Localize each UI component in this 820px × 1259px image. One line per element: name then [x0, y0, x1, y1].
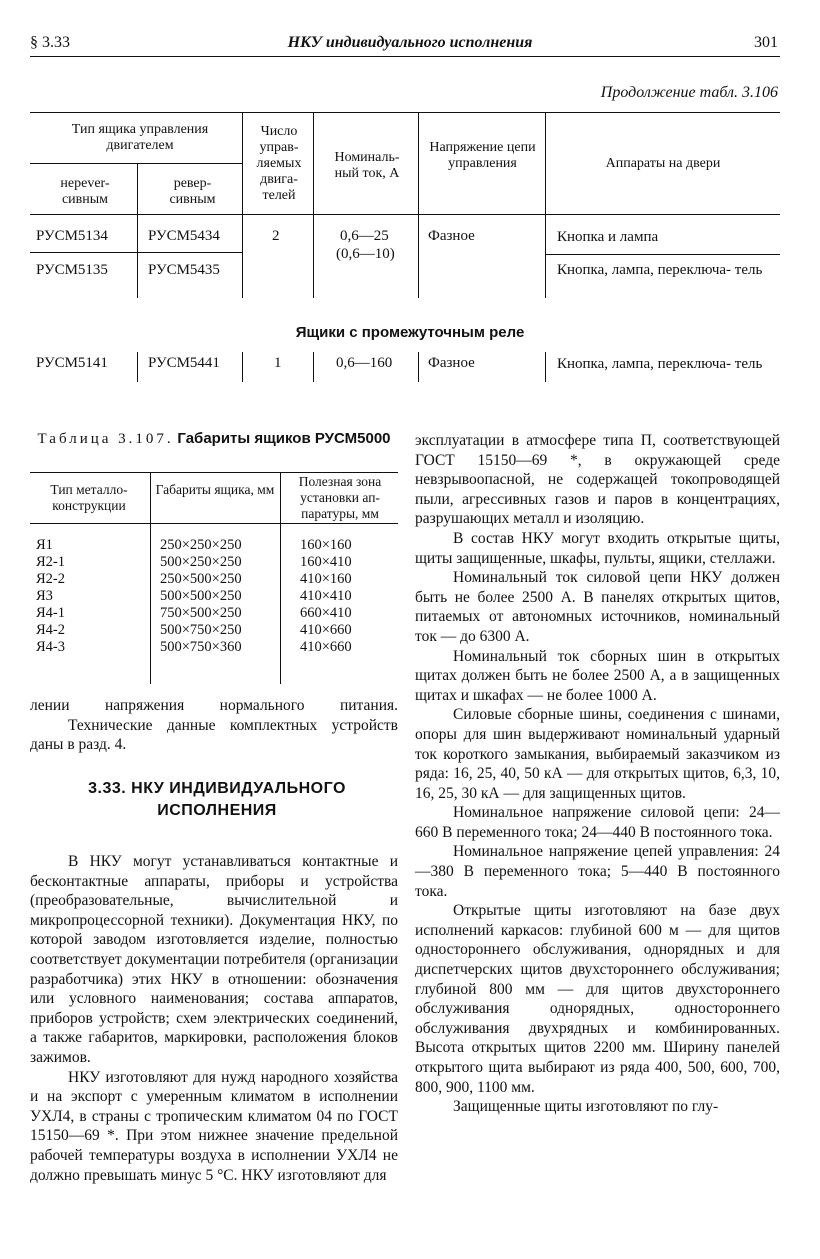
table106-subheader-rule	[30, 163, 242, 164]
cell-current-2: (0,6—10)	[336, 246, 395, 262]
page-number: 301	[754, 34, 778, 51]
left-body	[30, 852, 398, 1185]
relay-subheading: Ящики с промежуточным реле	[295, 324, 525, 341]
t107-cell-dimensions: 500×750×360	[160, 639, 242, 655]
left-p1: Технические данные комплектных устройств даны в разд. 4.	[30, 716, 398, 754]
section-heading: 3.33. НКУ ИНДИВИДУАЛЬНОГО ИСПОЛНЕНИЯ	[88, 780, 346, 819]
relay-voltage: Фазное	[428, 355, 475, 371]
cell-nonrev-1: РУСМ5134	[36, 228, 108, 244]
right-p8: Открытые щиты изготовляют на базе двух исполнений каркасов: глубиной 600 м — для щитов одностороннего обслуживания, однорядных и для диспетчерских щитов двухстороннего обслуживания; глубиной 800 мм — для щитов двухстороннего обслуживания однорядных, одностороннего обслуживания двухрядных и комбинированных. Высота открытых щитов 2200 мм. Ширину панелей открытого щита выбирают из ряда 400, 500, 600, 700, 800, 900, 1100 мм.	[415, 902, 780, 1096]
right-column	[415, 431, 780, 1117]
relay-vline-5	[545, 352, 546, 382]
table106-row-rule-a	[30, 252, 242, 253]
cell-nonrev-2: РУСМ5135	[36, 262, 108, 278]
t107-cell-dimensions: 500×750×250	[160, 622, 242, 638]
table106-vline-4	[418, 112, 419, 298]
t107-cell-type: Я1	[36, 537, 53, 553]
right-p7: Номинальное напряжение цепей управления: 24—380 В переменного тока; 5—440 В постоянного тока.	[415, 843, 780, 900]
table106-vline-2	[242, 112, 243, 298]
t107-cell-type: Я2-2	[36, 571, 65, 587]
left-p0: лении напряжения нормального питания.	[30, 697, 398, 714]
right-p3: Номинальный ток силовой цепи НКУ должен быть не более 2500 А. В панелях открытых щитов, питаемых от автономных источников, номинальный ток — до 6300 А.	[415, 569, 780, 645]
relay-rev: РУСМ5441	[148, 355, 220, 371]
relay-vline-1	[137, 352, 138, 382]
th-door-devices: Аппараты на двери	[605, 156, 721, 171]
right-p6: Номинальное напряжение силовой цепи: 24—660 В переменного тока; 24—440 В постоянного тока.	[415, 804, 780, 841]
section-number: § 3.33	[30, 34, 70, 51]
relay-door: Кнопка, лампа, переключа- тель	[557, 356, 763, 372]
t107-cell-type: Я4-2	[36, 622, 65, 638]
cell-current-1: 0,6—25	[340, 228, 389, 244]
th-rated-current: Номиналь- ный ток, А	[334, 150, 400, 181]
relay-count: 1	[274, 355, 282, 371]
table106-header-rule	[30, 214, 780, 215]
table106-vline-5	[545, 112, 546, 298]
relay-nonrev: РУСМ5141	[36, 355, 108, 371]
right-p1: эксплуатации в атмосфере типа П, соответствующей ГОСТ 15150—69 *, в окружающей среде невзрывоопасной, не содержащей токопроводящей пыли, агрессивных газов и паров в концентрациях, разрушающих металл и изоляцию.	[415, 432, 780, 528]
left-p2: В НКУ могут устанавливаться контактные и бесконтактные аппараты, приборы и устройства (преобразовательные, вычислительной и микропроцессорной техники). Документация НКУ, по которой заводом изготовляется изделие, полностью соответствует документации потребителя (организации разработчика) этих НКУ в отношении: обозначения или условного наименования; состава аппаратов, приборов устройств; схем электрических соединений, а также габаритов, маркировки, расположения блоков зажимов.	[30, 853, 398, 1066]
cell-count-1: 2	[272, 228, 280, 244]
t107-cell-dimensions: 250×250×250	[160, 537, 242, 553]
t107-cell-type: Я3	[36, 588, 53, 604]
t107-cell-type: Я2-1	[36, 554, 65, 570]
t107-cell-useful-zone: 410×160	[300, 571, 352, 587]
cell-voltage-1: Фазное	[428, 228, 475, 244]
relay-vline-4	[418, 352, 419, 382]
table107-title: Габариты ящиков РУСМ5000	[177, 430, 391, 447]
t107-cell-useful-zone: 410×410	[300, 588, 352, 604]
table106-caption: Продолжение табл. 3.106	[600, 84, 778, 101]
table107-label: Таблица 3.107.	[37, 431, 174, 447]
t107-cell-dimensions: 250×500×250	[160, 571, 242, 587]
table107-vline-1	[150, 472, 151, 684]
t107-cell-dimensions: 500×250×250	[160, 554, 242, 570]
t107-cell-useful-zone: 410×660	[300, 639, 352, 655]
cell-door-2: Кнопка, лампа, переключа- тель	[557, 262, 763, 278]
cell-door-1: Кнопка и лампа	[557, 229, 659, 245]
t107-th-type: Тип металло- конструкции	[50, 482, 128, 513]
right-p5: Силовые сборные шины, соединения с шинами, опоры для шин выдерживают номинальный ударный ток короткого замыкания, выбираемый заказчиком из ряда: 16, 25, 40, 50 кА — для открытых щитов, 6,3, 10, 16, 25, 30 кА — для защищенных щитов.	[415, 706, 780, 802]
right-p2: В состав НКУ могут входить открытые щиты, щиты защищенные, шкафы, пульты, ящики, стеллажи.	[415, 529, 780, 567]
th-nonreversible: нерever- сивным	[60, 176, 110, 207]
table107-caption	[30, 430, 398, 448]
table107-header-rule	[30, 523, 398, 524]
t107-cell-type: Я4-3	[36, 639, 65, 655]
table106-vline-1	[137, 163, 138, 298]
t107-cell-dimensions: 500×500×250	[160, 588, 242, 604]
t107-cell-type: Я4-1	[36, 605, 65, 621]
t107-th-useful-zone: Полезная зона установки ап- паратуры, мм	[298, 474, 382, 521]
t107-cell-useful-zone: 160×410	[300, 554, 352, 570]
th-box-type: Тип ящика управления двигателем	[71, 122, 209, 153]
relay-vline-3	[313, 352, 314, 382]
right-p9: Защищенные щиты изготовляют по глу-	[453, 1098, 719, 1116]
left-column	[30, 696, 398, 755]
table107-vline-2	[280, 472, 281, 684]
table106-vline-3	[313, 112, 314, 298]
t107-cell-useful-zone: 160×160	[300, 537, 352, 553]
th-motor-count: Число управ- ляемых двига- телей	[256, 124, 302, 203]
cell-rev-1: РУСМ5434	[148, 228, 220, 244]
left-p3: НКУ изготовляют для нужд народного хозяйства и на экспорт с умеренным климатом в исполнении УХЛ4, в страны с тропическим климатом 04 по ГОСТ 15150—69 *. При этом нижнее значение предельной рабочей температуры воздуха в исполнении УХЛ4 не должно превышать минус 5 °С. НКУ изготовляют для	[30, 1068, 398, 1184]
t107-th-dimensions: Габариты ящика, мм	[155, 482, 275, 497]
t107-cell-dimensions: 750×500×250	[160, 605, 242, 621]
running-title: НКУ индивидуального исполнения	[287, 34, 533, 51]
table107-top-rule	[30, 472, 398, 473]
header-rule	[30, 56, 780, 57]
th-control-voltage: Напряжение цепи управления	[429, 140, 536, 171]
table106-top-rule	[30, 112, 780, 113]
relay-current: 0,6—160	[336, 355, 393, 371]
right-p4: Номинальный ток сборных шин в открытых щитах должен быть не более 2500 А, а в защищенных щитах и шкафах — не более 1000 А.	[415, 647, 780, 704]
th-reversible: ревер- сивным	[169, 176, 216, 207]
cell-rev-2: РУСМ5435	[148, 262, 220, 278]
table106-row-rule-b	[545, 254, 780, 255]
relay-vline-2	[242, 352, 243, 382]
t107-cell-useful-zone: 410×660	[300, 622, 352, 638]
t107-cell-useful-zone: 660×410	[300, 605, 352, 621]
